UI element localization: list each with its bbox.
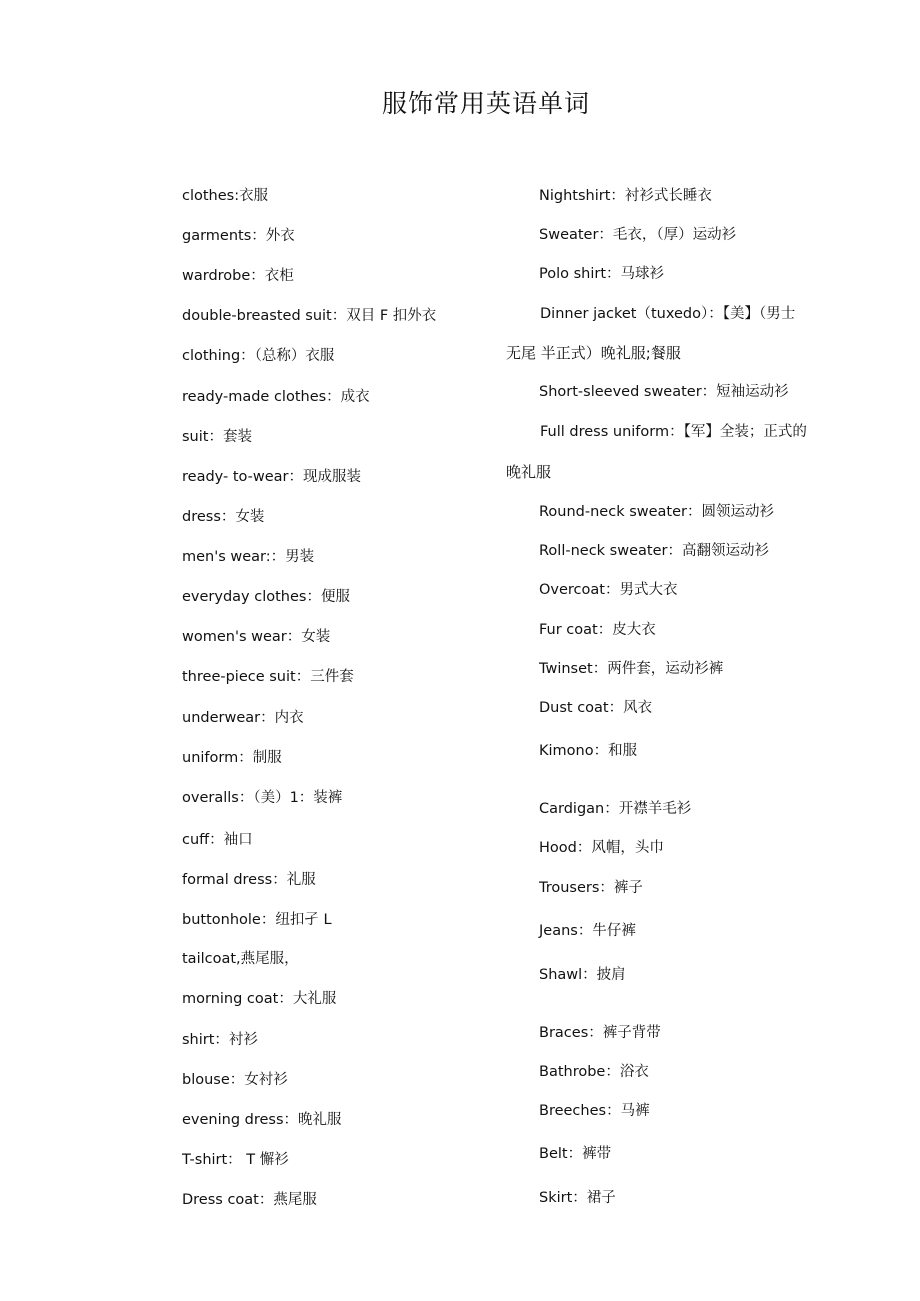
vocab-entry: Trousers：裤子	[539, 880, 643, 896]
vocab-entry: Belt：裤带	[539, 1146, 612, 1162]
vocab-entry: morning coat：大礼服	[182, 991, 337, 1007]
vocab-entry: Nightshirt：衬衫式长睡衣	[539, 188, 712, 204]
vocab-entry: Dinner jacket（tuxedo）：【美】（男士	[540, 306, 796, 322]
vocab-entry: Breeches：马裤	[539, 1103, 650, 1119]
vocab-entry: women's wear：女装	[182, 629, 331, 645]
vocab-entry: garments：外衣	[182, 228, 295, 244]
vocab-entry: Sweater：毛衣，（厚）运动衫	[539, 227, 737, 243]
vocab-entry: Braces：裤子背带	[539, 1025, 661, 1041]
vocab-entry: Twinset：两件套，运动衫裤	[539, 661, 724, 677]
vocab-entry: Roll-neck sweater：高翻领运动衫	[539, 543, 769, 559]
vocab-entry: cuff：袖口	[182, 832, 253, 848]
vocab-entry: Dust coat：风衣	[539, 700, 653, 716]
vocab-entry: Short-sleeved sweater：短袖运动衫	[539, 384, 789, 400]
vocab-entry: double-breasted suit：双目 F 扣外衣	[182, 308, 437, 324]
vocab-entry: overalls：（美）1：装裤	[182, 790, 343, 806]
vocab-entry: formal dress：礼服	[182, 872, 316, 888]
vocab-entry: clothes:衣服	[182, 188, 269, 204]
vocab-entry: Kimono：和服	[539, 743, 638, 759]
vocab-entry: tailcoat,燕尾服，	[182, 951, 299, 967]
vocab-entry: Jeans：牛仔裤	[539, 923, 636, 939]
vocab-entry: buttonhole：纽扣孑 L	[182, 912, 332, 928]
vocab-entry: Round-neck sweater：圆领运动衫	[539, 504, 774, 520]
vocab-entry: three-piece suit：三件套	[182, 669, 354, 685]
vocab-entry: ready- to-wear：现成服装	[182, 469, 362, 485]
vocab-entry: suit：套装	[182, 429, 252, 445]
vocab-entry: everyday clothes：便服	[182, 589, 350, 605]
vocab-entry: Hood：风帽，头巾	[539, 840, 664, 856]
page-title: 服饰常用英语单词	[381, 89, 590, 118]
vocab-entry-continuation: 晚礼服	[506, 463, 552, 481]
vocab-entry: wardrobe：衣柜	[182, 268, 294, 284]
vocab-entry: clothing：（总称）衣服	[182, 348, 335, 364]
vocab-entry: evening dress：晚礼服	[182, 1112, 342, 1128]
vocab-entry: men's wear:：男装	[182, 549, 315, 565]
vocab-entry: T-shirt： T 懈衫	[182, 1152, 289, 1168]
vocab-entry: Dress coat：燕尾服	[182, 1192, 317, 1208]
vocab-entry: Cardigan：开襟羊毛衫	[539, 801, 692, 817]
vocab-entry: Fur coat：皮大衣	[539, 622, 656, 638]
vocab-entry: Polo shirt：马球衫	[539, 266, 665, 282]
vocab-entry: uniform：制服	[182, 750, 282, 766]
vocab-entry: underwear：内衣	[182, 710, 304, 726]
vocab-entry-continuation: 无尾 半正式）晚礼服;餐服	[506, 344, 681, 362]
vocab-entry: Shawl：披肩	[539, 967, 626, 983]
vocab-entry: blouse：女衬衫	[182, 1072, 288, 1088]
vocab-entry: Bathrobe：浴衣	[539, 1064, 649, 1080]
vocab-entry: shirt：衬衫	[182, 1032, 258, 1048]
vocab-entry: ready-made clothes：成衣	[182, 389, 370, 405]
vocab-entry: Full dress uniform：【军】全装；正式的	[540, 424, 807, 440]
vocab-entry: Overcoat：男式大衣	[539, 582, 678, 598]
vocab-entry: dress：女装	[182, 509, 265, 525]
vocab-entry: Skirt：裙子	[539, 1190, 616, 1206]
